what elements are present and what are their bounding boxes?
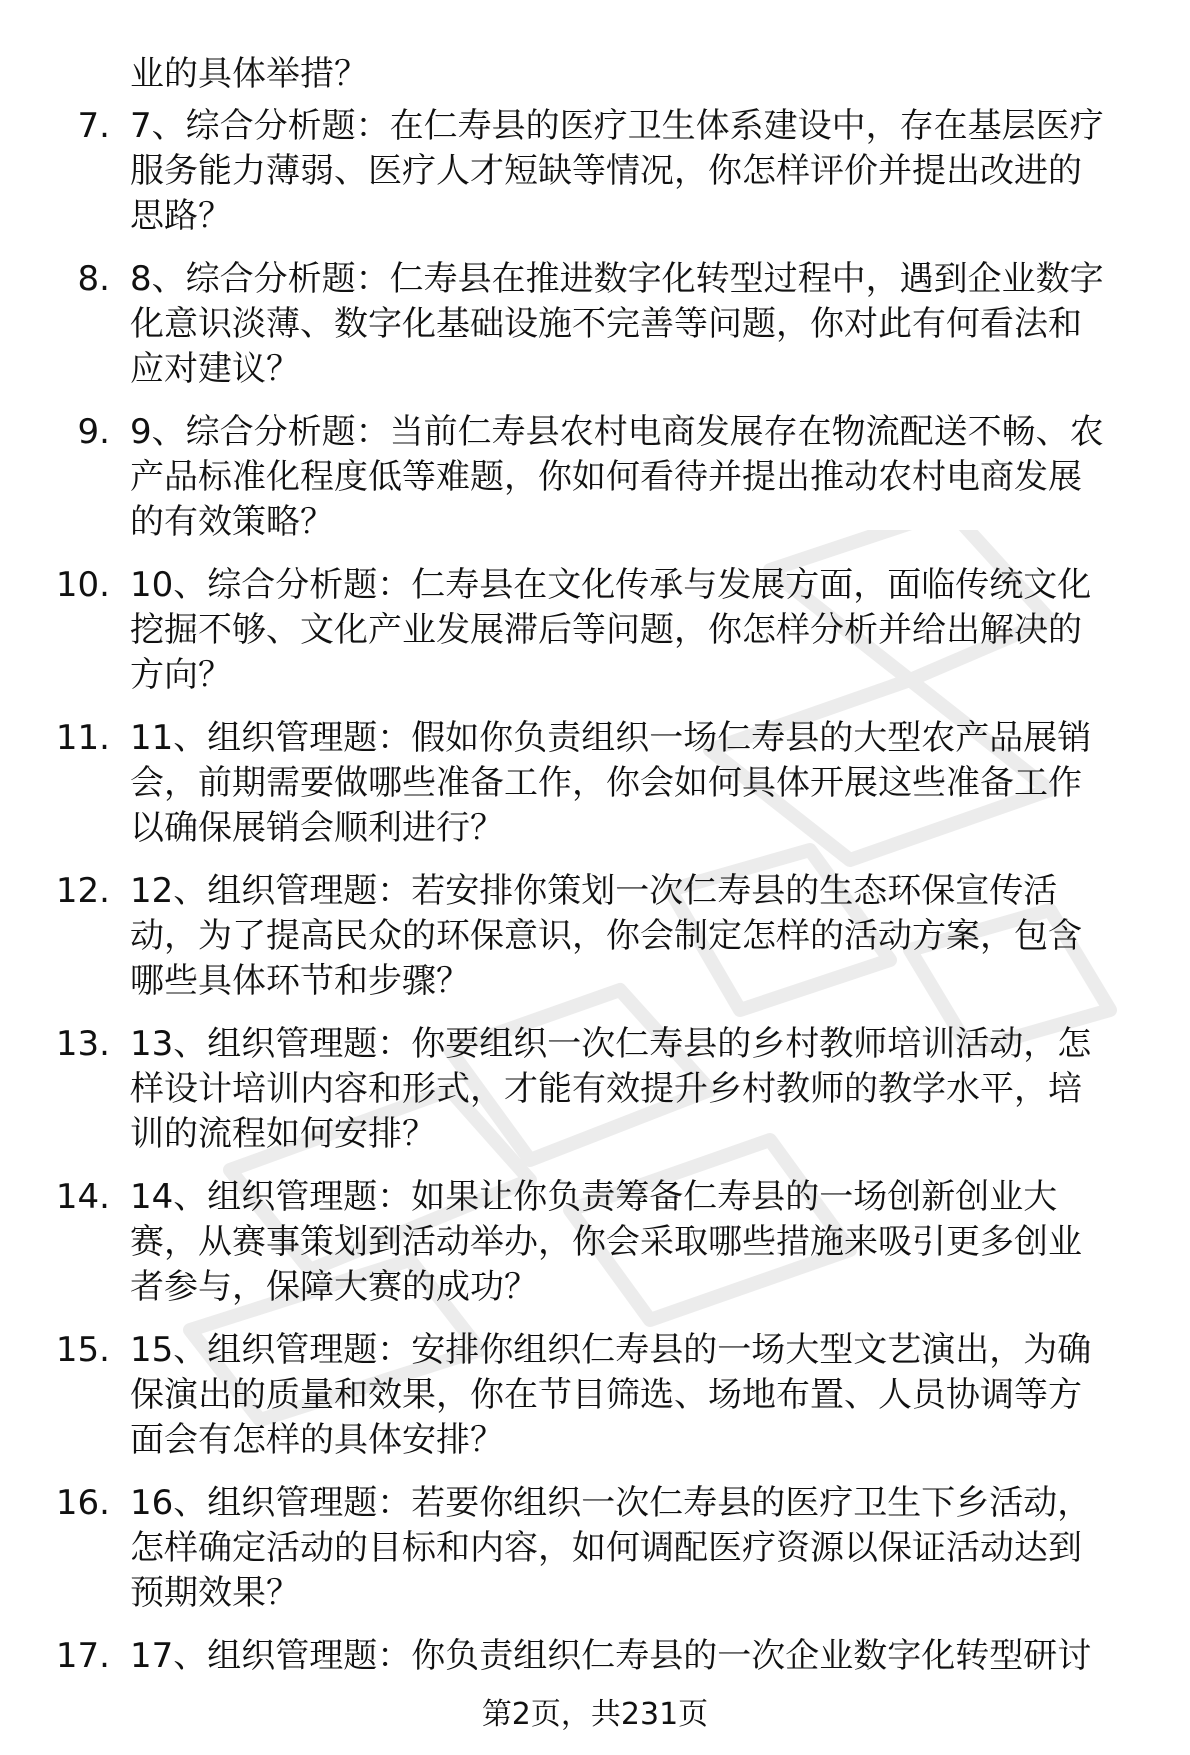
item-text-line: 化意识淡薄、数字化基础设施不完善等问题，你对此有何看法和 <box>130 304 1082 344</box>
item-text-line: 者参与，保障大赛的成功？ <box>130 1267 538 1307</box>
list-item <box>0 1634 1190 1679</box>
item-text-line: 8、综合分析题：仁寿县在推进数字化转型过程中，遇到企业数字 <box>130 259 1104 299</box>
item-text-line: 赛，从赛事策划到活动举办，你会采取哪些措施来吸引更多创业 <box>130 1222 1082 1262</box>
item-number: 9. <box>77 412 110 452</box>
item-number: 8. <box>77 259 110 299</box>
list-item <box>0 257 1190 392</box>
item-text-line: 哪些具体环节和步骤？ <box>130 961 470 1001</box>
item-text-line: 动，为了提高民众的环保意识，你会制定怎样的活动方案，包含 <box>130 916 1082 956</box>
item-number: 13. <box>55 1024 110 1064</box>
item-text-line: 10、综合分析题：仁寿县在文化传承与发展方面，面临传统文化 <box>130 565 1092 605</box>
list-item <box>0 1481 1190 1616</box>
item-text-line: 训的流程如何安排？ <box>130 1114 436 1154</box>
item-text-line: 的有效策略？ <box>130 502 334 542</box>
item-text-line: 产品标准化程度低等难题，你如何看待并提出推动农村电商发展 <box>130 457 1082 497</box>
item-text-line: 11、组织管理题：假如你负责组织一场仁寿县的大型农产品展销 <box>130 718 1092 758</box>
list-item <box>0 1022 1190 1157</box>
item-text-line: 服务能力薄弱、医疗人才短缺等情况，你怎样评价并提出改进的 <box>130 151 1082 191</box>
list-item <box>0 563 1190 698</box>
item-text-line: 16、组织管理题：若要你组织一次仁寿县的医疗卫生下乡活动， <box>130 1483 1092 1523</box>
item-text-line: 怎样确定活动的目标和内容，如何调配医疗资源以保证活动达到 <box>130 1528 1082 1568</box>
list-item <box>0 1328 1190 1463</box>
item-text-line: 13、组织管理题：你要组织一次仁寿县的乡村教师培训活动，怎 <box>130 1024 1092 1064</box>
item-text-line: 面会有怎样的具体安排？ <box>130 1420 504 1460</box>
item-number: 12. <box>55 871 110 911</box>
item-text-line: 样设计培训内容和形式，才能有效提升乡村教师的教学水平，培 <box>130 1069 1082 1109</box>
list-item <box>0 410 1190 545</box>
item-text-line: 会，前期需要做哪些准备工作，你会如何具体开展这些准备工作 <box>130 763 1082 803</box>
item-number: 11. <box>55 718 110 758</box>
item-text-line: 应对建议？ <box>130 349 300 389</box>
item-text-line: 预期效果？ <box>130 1573 300 1613</box>
page-footer: 第2页，共231页 <box>481 1697 709 1732</box>
item-text-line: 9、综合分析题：当前仁寿县农村电商发展存在物流配送不畅、农 <box>130 412 1104 452</box>
item-text-line: 14、组织管理题：如果让你负责筹备仁寿县的一场创新创业大 <box>130 1177 1058 1217</box>
item-text-line: 12、组织管理题：若安排你策划一次仁寿县的生态环保宣传活 <box>130 871 1058 911</box>
question-list <box>0 104 1190 1697</box>
item-text-line: 思路？ <box>130 196 232 236</box>
item-text-line: 15、组织管理题：安排你组织仁寿县的一场大型文艺演出，为确 <box>130 1330 1092 1370</box>
item-text-line: 保演出的质量和效果，你在节目筛选、场地布置、人员协调等方 <box>130 1375 1082 1415</box>
list-item <box>0 104 1190 239</box>
continuation-text: 业的具体举措？ <box>130 54 368 94</box>
item-text-line: 7、综合分析题：在仁寿县的医疗卫生体系建设中，存在基层医疗 <box>130 106 1104 146</box>
list-item <box>0 869 1190 1004</box>
item-number: 14. <box>55 1177 110 1217</box>
item-number: 15. <box>55 1330 110 1370</box>
item-text-line: 挖掘不够、文化产业发展滞后等问题，你怎样分析并给出解决的 <box>130 610 1082 650</box>
item-number: 16. <box>55 1483 110 1523</box>
list-item <box>0 716 1190 851</box>
list-item <box>0 1175 1190 1310</box>
item-text-line: 方向？ <box>130 655 232 695</box>
item-number: 17. <box>55 1636 110 1676</box>
item-text-line: 以确保展销会顺利进行？ <box>130 808 504 848</box>
item-number: 7. <box>77 106 110 146</box>
item-text-line: 17、组织管理题：你负责组织仁寿县的一次企业数字化转型研讨 <box>130 1636 1092 1676</box>
item-number: 10. <box>55 565 110 605</box>
